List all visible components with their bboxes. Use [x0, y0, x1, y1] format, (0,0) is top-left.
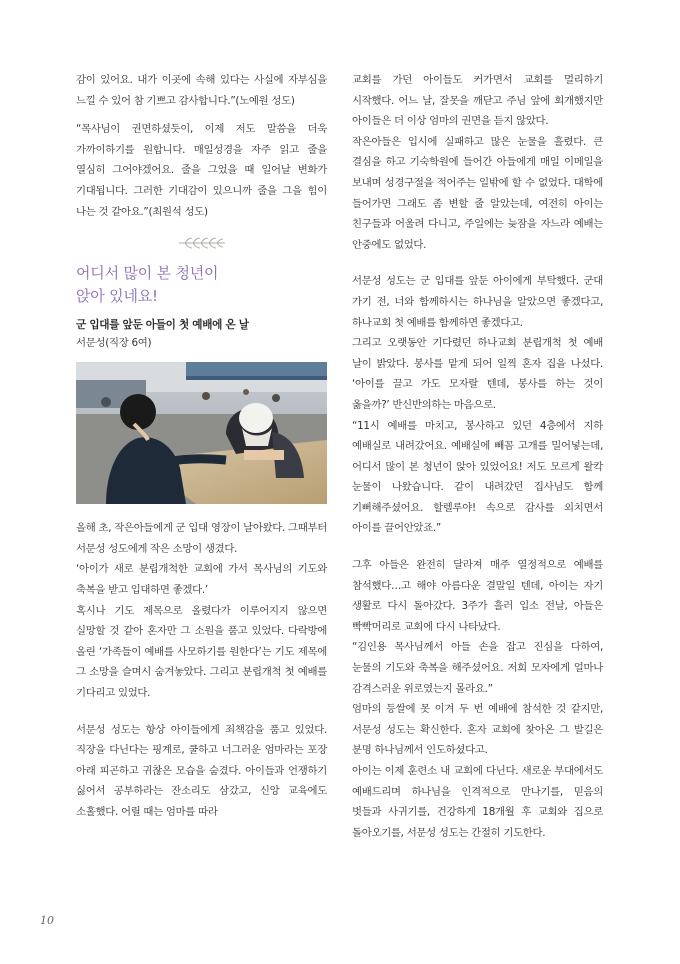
paragraph-gap	[76, 704, 327, 720]
body-paragraph: 교회를 가던 아이들도 커가면서 교회를 멀리하기 시작했다. 어느 날, 잘못을 깨닫고 주님 앞에 회개했지만 아이들은 더 이상 엄마의 권면을 듣지 않았다.	[352, 74, 603, 128]
body-paragraph: “김인용 목사님께서 아들 손을 잡고 진심을 다하여, 눈물의 기도와 축복을 해주셨어요. 저희 모자에게 얼마나 감격스러운 위로였는지 몰라요.”	[352, 641, 603, 695]
body-paragraph: 아이는 이제 훈련소 내 교회에 다닌다. 새로운 부대에서도 예배드리며 하나님을 인격적으로 만나기를, 믿음의 벗들과 사귀기를, 건강하게 18개월 후 교회와 집으로 돌아오기를, 서문성 성도는 간절히 기도한다.	[352, 765, 603, 839]
paragraph-gap	[352, 255, 603, 271]
left-column	[76, 70, 327, 822]
body-paragraph: 그후 아들은 완전히 달라져 매주 열정적으로 예배를 참석했다…고 해야 아름다운 결말일 텐데, 아이는 자기 생활로 다시 돌아갔다. 3주가 흘러 입소 전날, 아들은 빡빡머리로 교회에 다시 나타났다.	[352, 559, 603, 633]
body-paragraph: 그리고 오랫동안 기다렸던 하나교회 분립개척 첫 예배 날이 밝았다. 봉사를 맡게 되어 일찍 혼자 집을 나섰다. ‘아이를 끌고 가도 모자랄 텐데, 봉사를 하는 것이 옳을까?’ 반신반의하는 마음으로.	[352, 337, 603, 411]
body-paragraph: 엄마의 등쌀에 못 이겨 두 번 예배에 참석한 것 같지만, 서문성 성도는 확신한다. 혼자 교회에 찾아온 그 발길은 분명 하나님께서 인도하셨다고.	[352, 703, 603, 757]
body-paragraph: 서문성 성도는 항상 아이들에게 죄책감을 품고 있었다. 직장을 다닌다는 핑계로, 쿨하고 너그러운 엄마라는 포장 아래 피곤하고 귀찮은 모습을 숨겼다. 아이들과 언쟁하기 싫어서 공부하라는 잔소리도 삼갔고, 신앙 교육에도 소홀했다. 어릴 때는 엄마를 따라	[76, 723, 327, 818]
section-title	[76, 262, 327, 308]
body-paragraph: 작은아들은 입시에 실패하고 많은 눈물을 흘렸다. 큰 결심을 하고 기숙학원에 들어간 아들에게 매일 이메일을 보내며 성경구절을 적어주는 일밖에 할 수 없었다. 대학에 들어가면 그래도 좀 변할 줄 알았는데, 여전히 아이는 친구들과 어울려 다니고, 주일에는 늦잠을 자느라 예배는 안중에도 없었다.	[352, 135, 603, 251]
paragraph-gap	[352, 539, 603, 555]
article-subhead: 군 입대를 앞둔 아들이 첫 예배에 온 날	[76, 319, 249, 332]
body-paragraph: 감이 있어요. 내가 이곳에 속해 있다는 사실에 자부심을 느낄 수 있어 참 기쁘고 감사합니다.”(노예원 성도)	[76, 74, 327, 107]
author-credit: 서문성(직장 6여)	[76, 337, 152, 350]
body-paragraph: ‘아이가 새로 분립개척한 교회에 가서 목사님의 기도와 축복을 받고 입대하면 좋겠다.’	[76, 563, 327, 596]
section-title-line: 어디서 많이 본 청년이	[76, 264, 219, 283]
section-title-line: 앉아 있네요!	[76, 287, 158, 306]
body-paragraph: “11시 예배를 마치고, 봉사하고 있던 4층에서 지하 예배실로 내려갔어요. 예배실에 빼꼼 고개를 밀어넣는데, 어디서 많이 본 청년이 앉아 있었어요! 저도 모르게 왈칵 눈물이 나왔습니다. 같이 내려갔던 집사님도 함께 기뻐해주셨어요. 할렐루야! 속으로 감사를 외치면서 아이를 끌어안았죠.”	[352, 419, 603, 535]
leaf-ornament-icon	[177, 236, 227, 250]
body-paragraph: 서문성 성도는 군 입대를 앞둔 아이에게 부탁했다. 군대 가기 전, 너와 함께하시는 하나님을 알았으면 좋겠다고, 하나교회 첫 예배를 함께하면 좋겠다고.	[352, 275, 603, 329]
body-paragraph: 혹시나 기도 제목으로 올렸다가 이루어지지 않으면 실망할 것 같아 혼자만 그 소원을 품고 있었다. 다락방에 올린 ‘가족들이 예배를 사모하기를 원한다’는 기도 제목에 그 소망을 슬며시 숨겨놓았다. 그리고 분립개척 첫 예배를 기다리고 있었다.	[76, 604, 327, 699]
page-number: 10	[40, 914, 54, 927]
right-column	[352, 70, 603, 843]
paragraph-gap	[76, 111, 327, 119]
body-paragraph: 올해 초, 작은아들에게 군 입대 영장이 날아왔다. 그때부터 서문성 성도에게 작은 소망이 생겼다.	[76, 522, 327, 555]
photo-mother-and-son	[76, 362, 327, 504]
body-paragraph: “목사님이 권면하셨듯이, 이제 저도 말씀을 더욱 가까이하기를 원합니다. 매일성경을 자주 읽고 줄을 열심히 그어야겠어요. 줄을 그었을 때 일어날 변화가 기대됩니다. 그러한 기대감이 있으니까 줄을 그을 힘이 나는 것 같아요.”(최원석 성도)	[76, 123, 327, 218]
